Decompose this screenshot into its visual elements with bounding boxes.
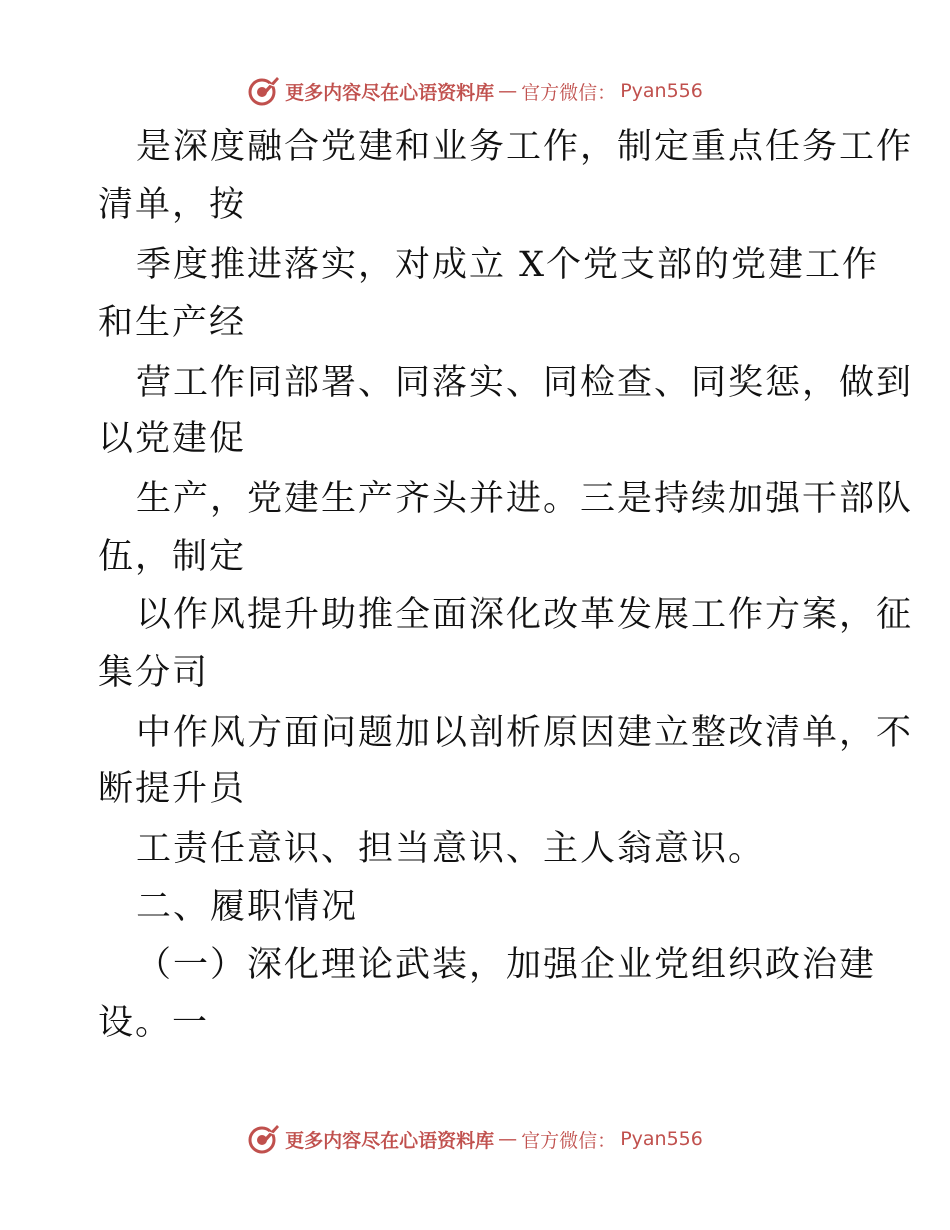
watermark-handle: Pyan556 <box>620 1128 703 1150</box>
body-line: 是深度融合党建和业务工作，制定重点任务工作 <box>136 127 914 167</box>
watermark-brand: 更多内容尽在心语资料库 <box>285 81 495 104</box>
body-line: 以作风提升助推全面深化改革发展工作方案，征 <box>136 595 914 635</box>
watermark-dash: — <box>498 80 518 102</box>
watermark-official: 官方微信： <box>521 1129 617 1152</box>
body-line: 工责任意识、担当意识、主人翁意识。 <box>136 829 766 869</box>
body-line: 营工作同部署、同落实、同检查、同奖惩，做到 <box>136 363 914 403</box>
body-line: 季度推进落实，对成立 X个党支部的党建工作 <box>136 245 880 285</box>
body-line: 以党建促 <box>98 419 247 459</box>
watermark-dash: — <box>498 1128 518 1150</box>
body-line: 和生产经 <box>98 303 247 343</box>
body-line: 二、履职情况 <box>136 887 359 927</box>
header-watermark <box>0 74 950 108</box>
watermark-official: 官方微信： <box>521 81 617 104</box>
body-line: 清单，按 <box>98 185 247 225</box>
body-line: 集分司 <box>98 653 210 693</box>
footer-watermark <box>0 1122 950 1156</box>
feather-seal-icon <box>247 1122 281 1156</box>
body-line: （一）深化理论武装，加强企业党组织政治建 <box>136 945 877 985</box>
watermark-brand: 更多内容尽在心语资料库 <box>285 1129 495 1152</box>
feather-seal-icon <box>247 74 281 108</box>
body-line: 断提升员 <box>98 769 247 809</box>
body-line: 生产，党建生产齐头并进。三是持续加强干部队 <box>136 479 914 519</box>
body-line: 设。一 <box>98 1003 210 1043</box>
body-line: 中作风方面问题加以剖析原因建立整改清单，不 <box>136 713 914 753</box>
body-line: 伍，制定 <box>98 537 247 577</box>
watermark-handle: Pyan556 <box>620 80 703 102</box>
